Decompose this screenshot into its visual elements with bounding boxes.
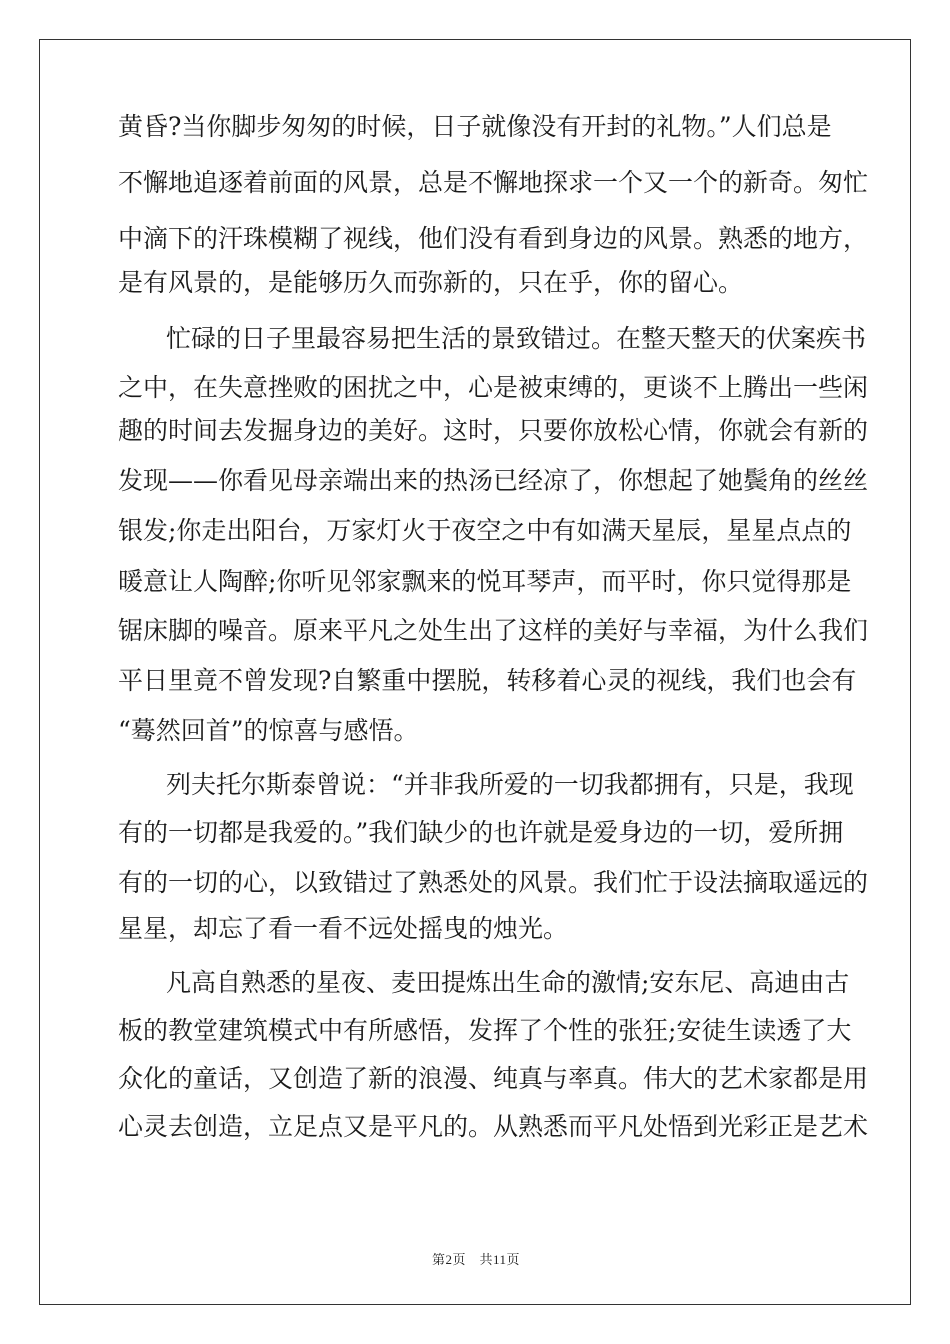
text-line: 列夫托尔斯泰曾说：“并非我所爱的一切我都拥有，只是，我现 bbox=[166, 770, 854, 799]
text-line: 之中，在失意挫败的困扰之中，心是被束缚的，更谈不上腾出一些闲 bbox=[118, 373, 869, 402]
text-line: 中滴下的汗珠模糊了视线，他们没有看到身边的风景。熟悉的地方， bbox=[118, 224, 869, 253]
text-line: “蓦然回首”的惊喜与感悟。 bbox=[118, 716, 419, 745]
page-footer: 第2页 共11页 bbox=[431, 1252, 521, 1267]
text-line: 锯床脚的噪音。原来平凡之处生出了这样的美好与幸福，为什么我们 bbox=[118, 616, 869, 645]
text-line: 黄昏?当你脚步匆匆的时候，日子就像没有开封的礼物。”人们总是 bbox=[118, 112, 832, 141]
text-line: 不懈地追逐着前面的风景，总是不懈地探求一个又一个的新奇。匆忙 bbox=[118, 168, 869, 197]
text-line: 平日里竟不曾发现?自繁重中摆脱，转移着心灵的视线，我们也会有 bbox=[118, 666, 857, 695]
page-frame bbox=[39, 39, 911, 1305]
text-line: 星星，却忘了看一看不远处摇曳的烛光。 bbox=[118, 914, 569, 943]
text-line: 有的一切的心，以致错过了熟悉处的风景。我们忙于设法摘取遥远的 bbox=[118, 868, 869, 897]
text-line: 银发;你走出阳台，万家灯火于夜空之中有如满天星辰，星星点点的 bbox=[118, 516, 852, 545]
text-line: 发现——你看见母亲端出来的热汤已经凉了，你想起了她鬓角的丝丝 bbox=[118, 466, 869, 495]
text-line: 板的教堂建筑模式中有所感悟，发挥了个性的张狂;安徒生读透了大 bbox=[118, 1016, 852, 1045]
text-line: 是有风景的，是能够历久而弥新的，只在乎，你的留心。 bbox=[118, 268, 744, 297]
text-line: 心灵去创造，立足点又是平凡的。从熟悉而平凡处悟到光彩正是艺术 bbox=[118, 1112, 869, 1141]
text-line: 暖意让人陶醉;你听见邻家飘来的悦耳琴声，而平时，你只觉得那是 bbox=[118, 567, 852, 596]
text-line: 众化的童话，又创造了新的浪漫、纯真与率真。伟大的艺术家都是用 bbox=[118, 1064, 869, 1093]
text-line: 忙碌的日子里最容易把生活的景致错过。在整天整天的伏案疾书 bbox=[166, 324, 867, 353]
text-line: 趣的时间去发掘身边的美好。这时，只要你放松心情，你就会有新的 bbox=[118, 416, 869, 445]
text-line: 有的一切都是我爱的。”我们缺少的也许就是爱身边的一切，爱所拥 bbox=[118, 818, 844, 847]
text-line: 凡高自熟悉的星夜、麦田提炼出生命的激情;安东尼、高迪由古 bbox=[166, 968, 850, 997]
